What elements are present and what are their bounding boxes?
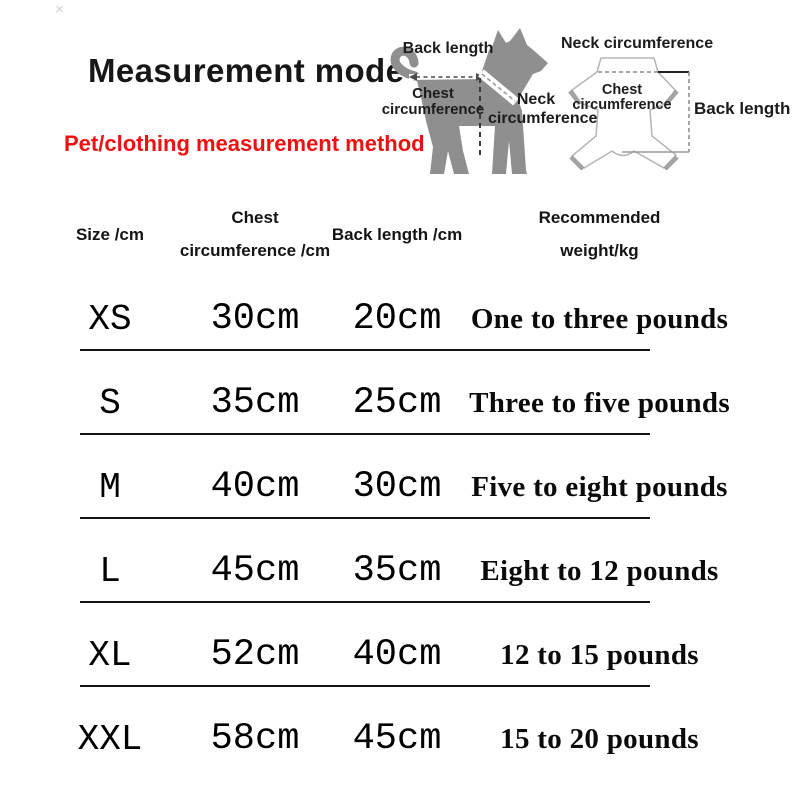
header-weight-line2: weight/kg [560,241,639,260]
chest-cell: 35cm [210,382,300,424]
page-subtitle: Pet/clothing measurement method [64,131,425,156]
weight-cell: 12 to 15 pounds [500,638,699,671]
dog-chest-circumference-label [381,86,485,118]
header-back-length [331,198,463,270]
back-length-cell: 20cm [352,298,442,340]
header-chest-line1: Chest [231,208,279,227]
weight-cell: One to three pounds [470,302,729,335]
weight-cell: Five to eight pounds [471,470,728,503]
table-row-xs [55,267,750,351]
weight-cell: 15 to 20 pounds [500,722,699,755]
size-cell: XS [88,298,132,340]
weight-cell: Three to five pounds [469,386,730,419]
header-chest-line2: circumference /cm [179,241,331,260]
chest-cell: 40cm [210,466,300,508]
size-cell: XXL [77,718,143,760]
back-length-cell: 45cm [352,718,442,760]
dog-back-length-label: Back length [402,40,494,57]
chest-cell: 58cm [210,718,300,760]
chest-cell: 45cm [210,550,300,592]
back-length-cell: 30cm [352,466,442,508]
header-weight-line1: Recommended [538,208,661,227]
chest-cell: 30cm [210,298,300,340]
dog-neck-line1: Neck [516,91,556,108]
size-cell: XL [88,634,132,676]
table-row-xl [55,603,750,687]
table-row-s [55,351,750,435]
back-length-cell: 25cm [352,382,442,424]
garment-chest-line2: circumference [572,97,672,113]
header-size-text: Size /cm [75,224,145,244]
header-back-length-text: Back length /cm [331,224,463,244]
table-row-m [55,435,750,519]
header-chest-circumference [165,198,345,270]
header-recommended-weight [449,198,750,270]
size-table-body [55,267,750,771]
page-title: Measurement mode [88,52,405,89]
garment-back-length-label: Back length [694,99,791,118]
size-cell: S [99,382,121,424]
corner-artifact-mark: × [55,1,64,18]
garment-chest-circumference-label [570,83,674,113]
back-length-cell: 35cm [352,550,442,592]
garment-chest-line1: Chest [601,82,643,98]
chest-cell: 52cm [210,634,300,676]
garment-neck-circumference-label: Neck circumference [561,35,714,52]
dog-chest-line2: circumference [381,101,485,118]
size-cell: M [99,466,121,508]
back-length-cell: 40cm [352,634,442,676]
dog-neck-line2: circumference [488,110,598,127]
weight-cell: Eight to 12 pounds [480,554,719,587]
dog-chest-line1: Chest [412,85,454,102]
table-row-xxl [55,687,750,771]
size-table-header [55,198,750,270]
size-cell: L [99,550,121,592]
header-size [55,198,165,270]
table-row-l [55,519,750,603]
